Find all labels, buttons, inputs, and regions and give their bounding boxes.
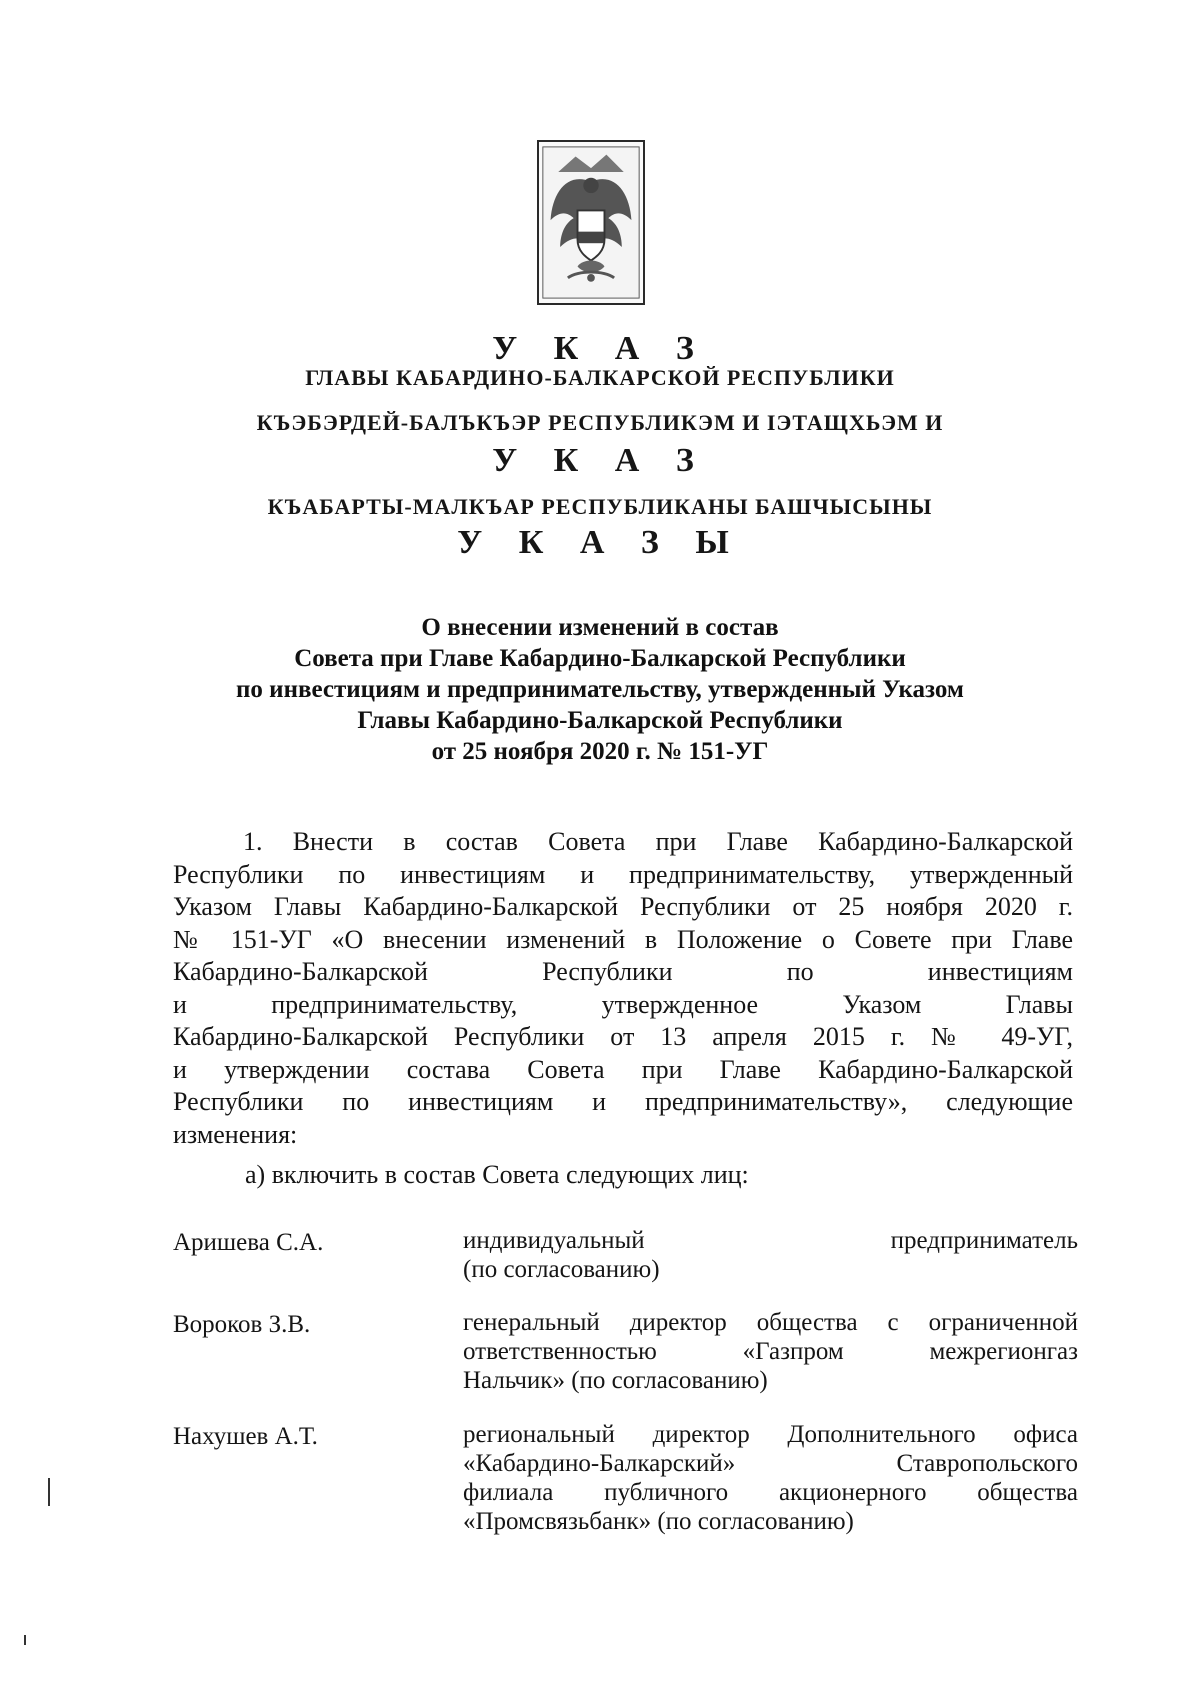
issuer-line-balkar: КЪАБАРТЫ-МАЛКЪАР РЕСПУБЛИКАНЫ БАШЧЫСЫНЫ (267, 494, 933, 519)
coat-of-arms-emblem (537, 140, 645, 305)
paragraph-line: Кабардино-Балкарской Республики по инвестициям (173, 957, 1073, 986)
role-line: Нальчик» (по согласованию) (463, 1367, 768, 1394)
role-line: региональный директор Дополнительного офиса (463, 1421, 1078, 1448)
member-entry (173, 1420, 1083, 1538)
paragraph-line: Указом Главы Кабардино-Балкарской Республики от 25 ноября 2020 г. (173, 892, 1073, 921)
paragraph-line: 1. Внести в состав Совета при Главе Кабардино-Балкарской (243, 827, 1073, 856)
role-line: генеральный директор общества с ограниченной (463, 1309, 1078, 1336)
decree-title-kabardian: У К А З (492, 442, 708, 479)
decree-title-russian: У К А З (492, 330, 708, 367)
subject-line: по инвестициям и предпринимательству, утвержденный Указом (236, 676, 964, 703)
subpoint-a: а) включить в состав Совета следующих лиц: (245, 1160, 749, 1189)
member-name: Вороков З.В. (173, 1311, 311, 1338)
decree-subject (0, 612, 1200, 767)
paragraph-line: Республики по инвестициям и предпринимательству», следующие (173, 1087, 1073, 1116)
paragraph-line: и утверждении состава Совета при Главе Кабардино-Балкарской (173, 1054, 1073, 1084)
subject-line: Совета при Главе Кабардино-Балкарской Республики (294, 645, 906, 672)
member-role (463, 1226, 1078, 1284)
role-line: «Промсвязьбанк» (по согласованию) (463, 1508, 854, 1535)
member-name: Аришева С.А. (173, 1229, 324, 1256)
paragraph-line: и предпринимательству, утвержденное Указом Главы (173, 989, 1073, 1019)
decree-title-balkar: У К А З Ы (457, 524, 743, 561)
subject-line: от 25 ноября 2020 г. № 151-УГ (431, 738, 769, 765)
member-entry (173, 1226, 1083, 1286)
issuer-line-kabardian: КЪЭБЭРДЕЙ-БАЛЪКЪЭР РЕСПУБЛИКЭМ И ІЭТАЩХЬЭМ И (256, 410, 944, 435)
role-line: (по согласованию) (463, 1256, 660, 1283)
paragraph-line: № 151-УГ «О внесении изменений в Положение о Совете при Главе (173, 924, 1073, 954)
scan-mark (48, 1478, 50, 1506)
role-line: филиала публичного акционерного общества (463, 1479, 1078, 1506)
role-line: индивидуальный предприниматель (463, 1227, 1078, 1254)
paragraph-1 (173, 826, 1073, 1151)
member-name: Нахушев А.Т. (173, 1423, 318, 1450)
member-entry (173, 1308, 1083, 1398)
paragraph-line: Республики по инвестициям и предпринимательству, утвержденный (173, 859, 1073, 889)
subject-line: Главы Кабардино-Балкарской Республики (357, 707, 843, 734)
eagle-emblem-icon (539, 142, 643, 303)
role-line: ответственностью «Газпром межрегионгаз (463, 1338, 1078, 1365)
role-line: «Кабардино-Балкарский» Ставропольского (463, 1450, 1078, 1477)
subject-line: О внесении изменений в состав (421, 614, 779, 641)
issuer-line-russian: ГЛАВЫ КАБАРДИНО-БАЛКАРСКОЙ РЕСПУБЛИКИ (305, 365, 895, 390)
member-role (463, 1308, 1078, 1395)
member-role (463, 1420, 1078, 1536)
paragraph-line: изменения: (173, 1119, 298, 1149)
paragraph-line: Кабардино-Балкарской Республики от 13 апреля 2015 г. № 49-УГ, (173, 1022, 1073, 1051)
scan-mark (24, 1635, 26, 1645)
